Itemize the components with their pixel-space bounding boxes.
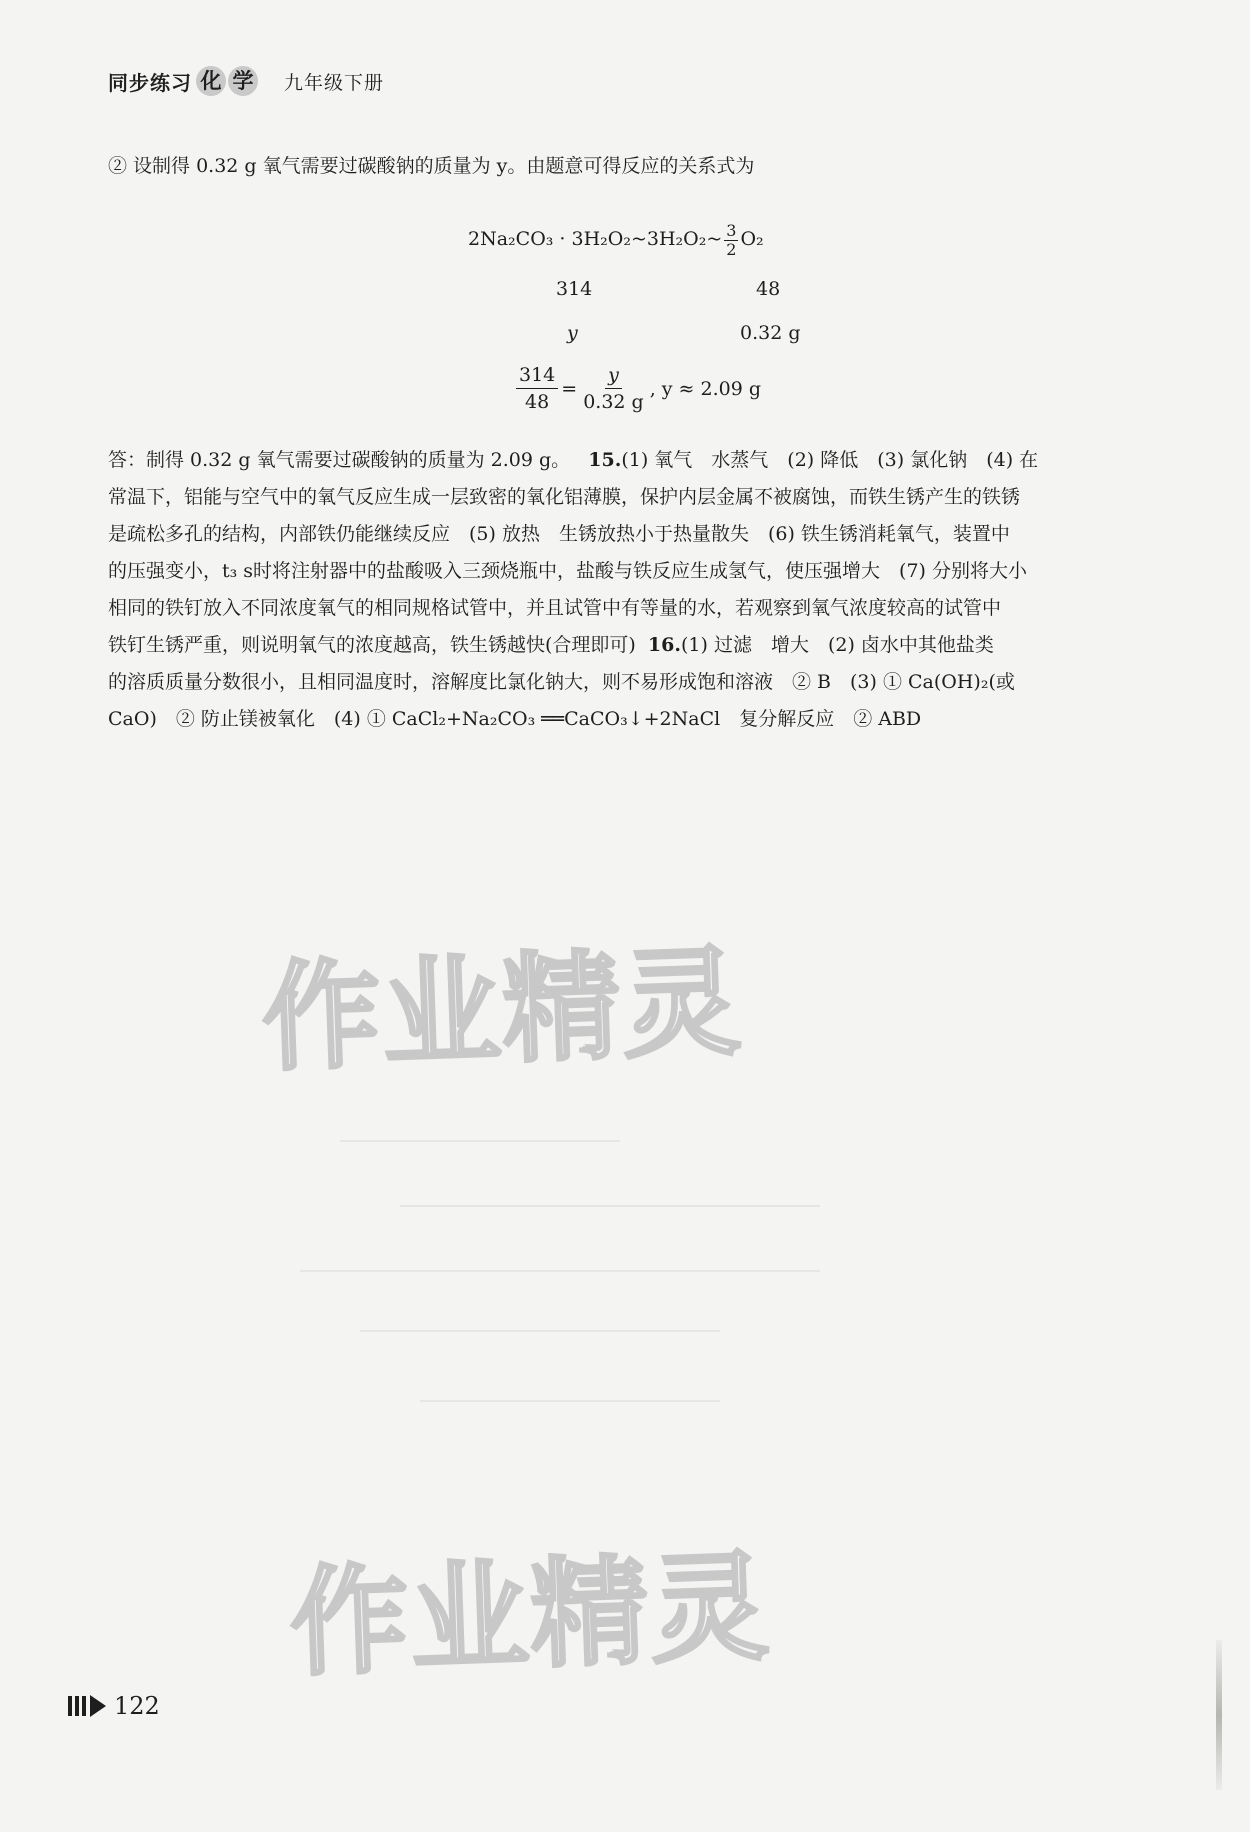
bleed-through-line [300,1270,820,1272]
fraction-2-numerator: y [605,364,622,389]
subject-badge [196,66,260,96]
watermark-logo: 作业精灵 [260,932,745,1088]
answer-conclusion: 答：制得 0.32 g 氧气需要过碳酸钠的质量为 2.09 g。 [108,449,571,471]
molar-mass-right: 48 [756,278,781,300]
subject-char-1: 化 [196,66,226,96]
answer-15-part-1: (1) 氧气 水蒸气 (2) 降低 (3) 氯化钠 (4) 在 [621,449,1039,471]
fraction-2-denominator: 0.32 g [583,391,644,413]
bleed-through-line [400,1205,820,1207]
page-number: 122 [114,1692,160,1720]
formula-right: O₂ [740,228,764,251]
formula-fraction-numerator: 3 [726,221,737,240]
answer-line [108,627,1170,664]
watermark-logo: 作业精灵 [288,1537,773,1693]
answer-line: CaO) ② 防止镁被氧化 (4) ① CaCl₂+Na₂CO₃ ══CaCO₃↓+2NaCl 复分解反应 ② ABD [108,708,922,730]
answer-line: 的压强变小，t₃ s时将注射器中的盐酸吸入三颈烧瓶中，盐酸与铁反应生成氢气，使压强增大 (7) 分别将大小 [108,560,1027,582]
proportion-equation [513,364,761,413]
molar-mass-left: 314 [556,278,593,300]
fraction-1-denominator: 48 [525,391,550,413]
fraction-1 [516,364,558,413]
bleed-through-line [340,1140,620,1142]
fraction-2 [580,364,647,413]
formula-fraction-denominator: 2 [726,239,737,259]
answer-block [108,442,1170,738]
bleed-through-line [360,1330,720,1332]
book-series-title: 同步练习 [108,70,192,95]
question-number-16: 16. [647,634,681,656]
running-header [108,66,384,96]
answer-line: 相同的铁钉放入不同浓度氧气的相同规格试管中，并且试管中有等量的水，若观察到氧气浓度较高的试管中 [108,597,1002,619]
page-edge-shadow [1216,1640,1222,1790]
page-marker-icon [68,1695,106,1717]
answer-line [108,442,1170,479]
grade-label: 九年级下册 [284,71,385,94]
known-mass-right: 0.32 g [740,322,801,344]
equals-sign: = [561,377,578,400]
answer-line: 是疏松多孔的结构，内部铁仍能继续反应 (5) 放热 生锈放热小于热量散失 (6) 铁生锈消耗氧气，装置中 [108,523,1010,545]
proportion-result: , y ≈ 2.09 g [649,377,762,400]
fraction-1-numerator: 314 [516,364,558,389]
question-number-15: 15. [588,449,622,471]
intro-line: ② 设制得 0.32 g 氧气需要过碳酸钠的质量为 y。由题意可得反应的关系式为 [108,155,755,177]
answer-15-end: 铁钉生锈严重，则说明氧气的浓度越高，铁生锈越快(合理即可) [108,634,636,656]
formula-left: 2Na₂CO₃ · 3H₂O₂~3H₂O₂~ [468,228,723,251]
subject-char-2: 学 [228,66,258,96]
reaction-relation-formula [468,222,764,258]
page-footer [68,1692,160,1720]
answer-16-part-1: (1) 过滤 增大 (2) 卤水中其他盐类 [680,634,994,656]
answer-line: 的溶质质量分数很小，且相同温度时，溶解度比氯化钠大，则不易形成饱和溶液 ② B (3) ① Ca(OH)₂(或 [108,671,1015,693]
unknown-mass-left: y [567,322,578,344]
formula-fraction [724,222,738,258]
answer-line: 常温下，铝能与空气中的氧气反应生成一层致密的氧化铝薄膜，保护内层金属不被腐蚀，而铁生锈产生的铁锈 [108,486,1021,508]
bleed-through-line [420,1400,720,1402]
